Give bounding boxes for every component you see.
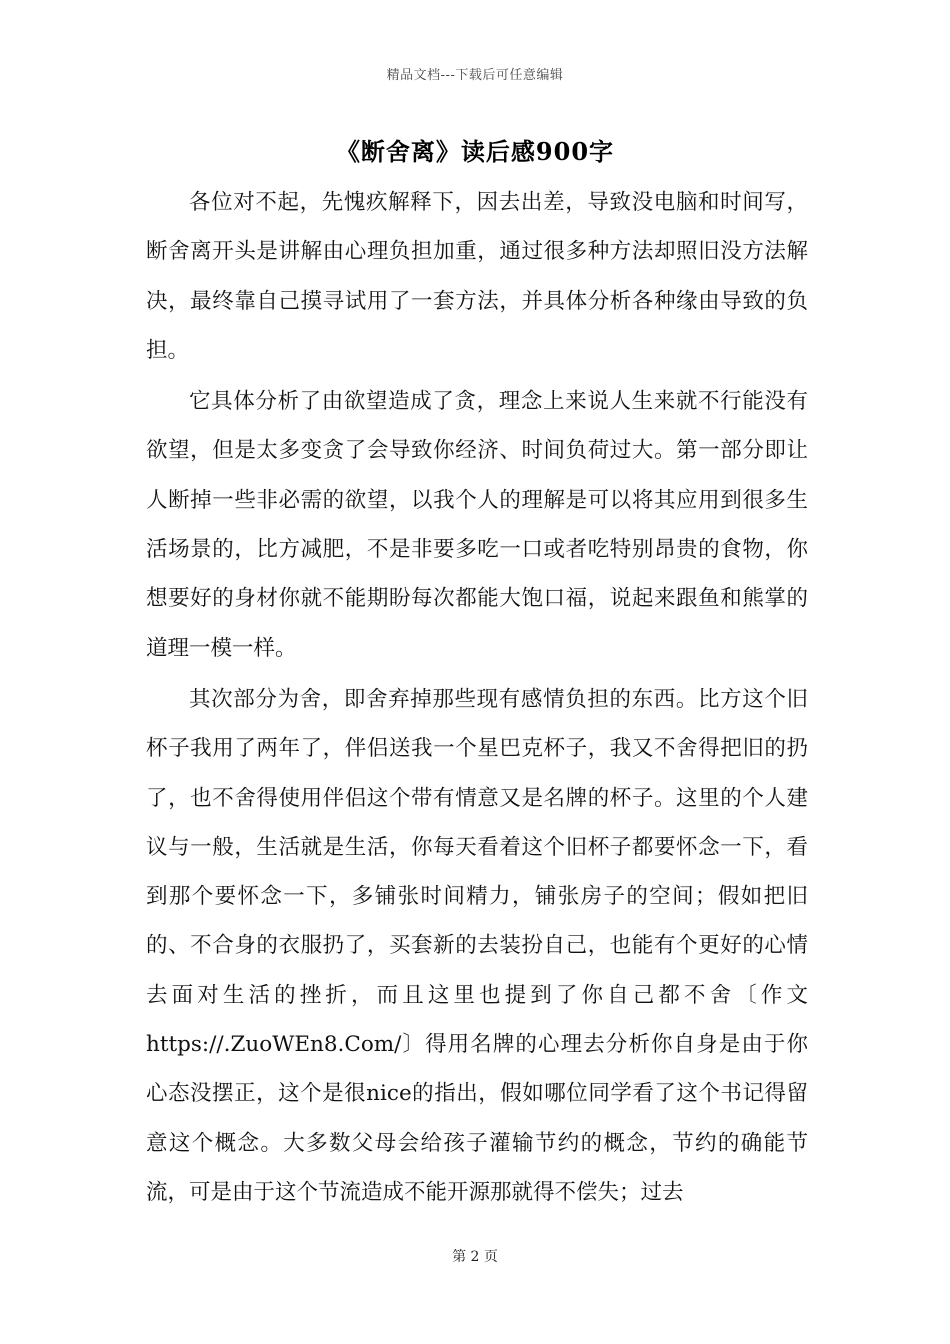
paragraph: 其次部分为舍，即舍弃掉那些现有感情负担的东西。比方这个旧杯子我用了两年了，伴侣送我一个星巴克杯子，我又不舍得把旧的扔了，也不舍得使用伴侣这个带有情意又是名牌的杯子。这里的个人建议与一般，生活就是生活，你每天看着这个旧杯子都要怀念一下，看到那个要怀念一下，多铺张时间精力，铺张房子的空间；假如把旧的、不合身的衣服扔了，买套新的去装扮自己，也能有个更好的心情去面对生活的挫折，而且这里也提到了你自己都不舍〔作文https://.ZuoWEn8.Com/〕得用名牌的心理去分析你自身是由于你心态没摆正，这个是很nice的指出，假如哪位同学看了这个书记得留意这个概念。大多数父母会给孩子灌输节约的概念，节约的确能节流，可是由于这个节流造成不能开源那就得不偿失；过去 [146,686,808,1205]
page-header: 精品文档---下载后可任意编辑 [386,68,564,83]
page-number: 第 2 页 [452,1249,498,1265]
document-body [146,178,808,1217]
paragraph: 它具体分析了由欲望造成了贪，理念上来说人生来就不行能没有欲望，但是太多变贪了会导致你经济、时间负荷过大。第一部分即让人断掉一些非必需的欲望，以我个人的理解是可以将其应用到很多生活场景的，比方减肥，不是非要多吃一口或者吃特别昂贵的食物，你想要好的身材你就不能期盼每次都能大饱口福，说起来跟鱼和熊掌的道理一模一样。 [146,389,808,661]
document-title: 《断舍离》读后感900字 [335,137,615,166]
paragraph: 各位对不起，先愧疚解释下，因去出差，导致没电脑和时间写，断舍离开头是讲解由心理负担加重，通过很多种方法却照旧没方法解决，最终靠自己摸寻试用了一套方法，并具体分析各种缘由导致的负担。 [146,190,808,363]
